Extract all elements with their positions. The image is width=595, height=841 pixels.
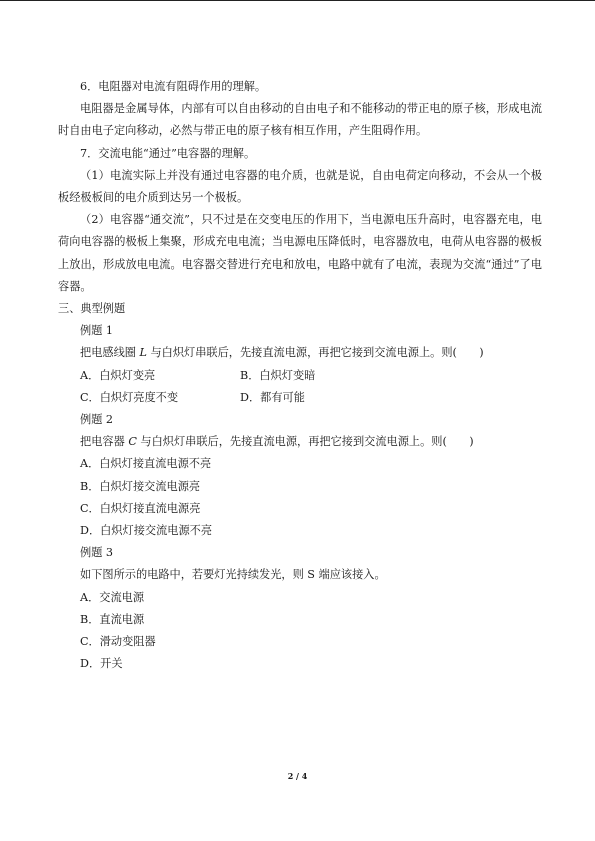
example2-question-post: 与白炽灯串联后，先接直流电源，再把它接到交流电源上。则( ) xyxy=(136,435,474,449)
example1-option-c: C．白炽灯亮度不变 xyxy=(80,390,179,404)
example2-option-c: C．白炽灯接直流电源亮 xyxy=(80,501,201,515)
example2-question-var: C xyxy=(128,435,137,449)
example1-options-row-1 xyxy=(58,365,542,387)
example1-option-d: D．都有可能 xyxy=(240,390,305,404)
section3-title: 三、典型例题 xyxy=(58,302,126,316)
example1-options-row-2 xyxy=(58,387,542,409)
item6-title: 6．电阻器对电流有阻碍作用的理解。 xyxy=(80,80,267,93)
example2-label: 例题 2 xyxy=(80,413,114,427)
header-rule xyxy=(0,0,595,1)
example2-option-b: B．白炽灯接交流电源亮 xyxy=(80,479,201,493)
example1-question-pre: 把电感线圈 xyxy=(80,346,140,360)
example1-option-a: A．白炽灯变亮 xyxy=(80,368,156,382)
example1-question xyxy=(58,342,542,364)
item7-title: 7．交流电能“通过”电容器的理解。 xyxy=(80,146,256,160)
item7-paragraph-1: （1）电流实际上并没有通过电容器的电介质，也就是说，自由电荷定向移动，不会从一个极板经极板间的电介质到达另一个极板。 xyxy=(58,168,542,205)
page-number: 2 / 4 xyxy=(287,771,308,781)
page-content xyxy=(58,76,542,675)
example3-option-d: D．开关 xyxy=(80,657,123,671)
example1-question-post: 与白炽灯串联后，先接直流电源，再把它接到交流电源上。则( ) xyxy=(146,346,484,360)
example3-option-c: C．滑动变阻器 xyxy=(80,635,156,649)
example3-option-a: A．交流电源 xyxy=(80,590,145,604)
item6-body: 电阻器是金属导体，内部有可以自由移动的自由电子和不能移动的带正电的原子核，形成电流时自由电子定向移动，必然与带正电的原子核有相互作用，产生阻碍作用。 xyxy=(58,102,542,138)
example3-option-b: B．直流电源 xyxy=(80,612,145,626)
example3-label: 例题 3 xyxy=(80,546,114,560)
example2-option-d: D．白炽灯接交流电源不亮 xyxy=(80,524,213,538)
item7-paragraph-2: （2）电容器“通交流”，只不过是在交变电压的作用下，当电源电压升高时，电容器充电，电荷向电容器的极板上集聚，形成充电电流；当电源电压降低时，电容器放电，电荷从电容器的极板上放出，形成放电电流。电容器交替进行充电和放电，电路中就有了电流，表现为交流“通过”了电容器。 xyxy=(58,213,542,293)
example3-question: 如下图所示的电路中，若要灯光持续发光，则 S 端应该接入。 xyxy=(80,568,386,582)
example1-option-b: B．白炽灯变暗 xyxy=(240,368,316,382)
example2-question-pre: 把电容器 xyxy=(80,435,129,449)
example1-question-var: L xyxy=(139,346,147,360)
example2-question xyxy=(58,431,542,453)
example2-option-a: A．白炽灯接直流电源不亮 xyxy=(80,457,212,471)
example1-label: 例题 1 xyxy=(80,324,114,338)
